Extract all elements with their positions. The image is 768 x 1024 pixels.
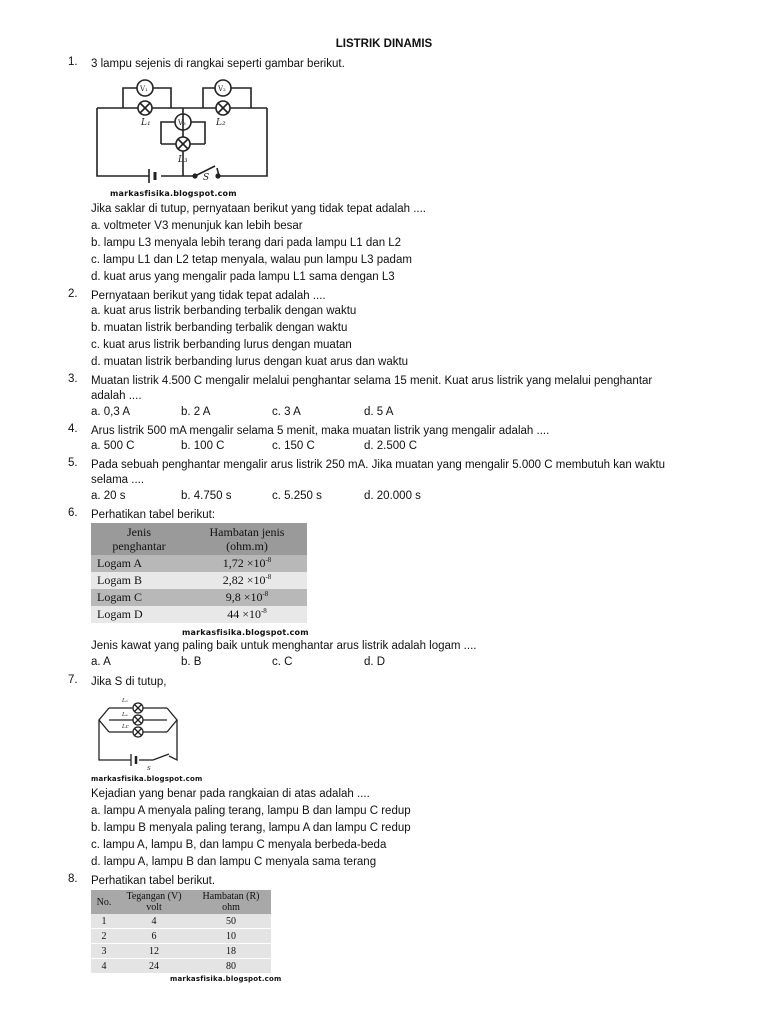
resistivity-value bbox=[187, 606, 307, 623]
question-text: Jenis kawat yang paling baik untuk menghantar arus listrik adalah logam .... bbox=[91, 640, 477, 652]
header-text: (ohm.m) bbox=[226, 539, 268, 553]
header-text: Jenis bbox=[127, 525, 151, 539]
option-d: d. lampu A, lampu B dan lampu C menyala sama terang bbox=[91, 856, 377, 868]
switch-label: S bbox=[147, 766, 151, 772]
question-text: Jika S di tutup, bbox=[91, 676, 167, 688]
value-exponent: -8 bbox=[262, 590, 269, 598]
resistivity-value bbox=[187, 555, 307, 572]
option-a: a. kuat arus listrik berbanding terbalik dengan waktu bbox=[91, 305, 357, 317]
page-title: LISTRIK DINAMIS bbox=[335, 38, 433, 50]
l2-label: L₂ bbox=[216, 118, 226, 128]
table-row bbox=[91, 929, 271, 944]
l3-label: L₃ bbox=[178, 155, 188, 165]
header-text: ohm bbox=[222, 902, 240, 913]
row-resistance: 80 bbox=[226, 960, 236, 972]
option-a: a. 0,3 A bbox=[91, 406, 131, 418]
question-text: Perhatikan tabel berikut: bbox=[91, 509, 216, 521]
question-number: 8. bbox=[68, 873, 78, 885]
option-d: d. D bbox=[364, 656, 386, 668]
value-mantissa: 1,72 ×10 bbox=[222, 556, 266, 570]
row-no: 4 bbox=[101, 960, 107, 972]
table-header-voltage bbox=[117, 890, 191, 914]
option-a: a. 500 C bbox=[91, 440, 135, 452]
value-exponent: -8 bbox=[260, 607, 267, 615]
lb-label: Lₑ bbox=[122, 712, 128, 718]
option-b: b. B bbox=[181, 656, 202, 668]
la-label: Lₐ bbox=[122, 698, 128, 704]
value-exponent: -8 bbox=[265, 556, 272, 564]
lc-label: Lc bbox=[122, 724, 129, 730]
table-row bbox=[91, 555, 307, 572]
value-mantissa: 2,82 ×10 bbox=[222, 573, 266, 587]
value-exponent: -8 bbox=[265, 573, 272, 581]
v1-label: V₁ bbox=[140, 85, 148, 93]
question-text: Arus listrik 500 mA mengalir selama 5 menit, maka muatan listrik yang mengalir adalah .... bbox=[91, 425, 550, 437]
question-text: Perhatikan tabel berikut. bbox=[91, 875, 216, 887]
options-row bbox=[91, 490, 491, 506]
material-name: Logam B bbox=[97, 573, 142, 587]
table-row bbox=[91, 944, 271, 959]
question-number: 4. bbox=[68, 423, 78, 435]
row-resistance: 50 bbox=[226, 915, 236, 927]
table-header-resistance bbox=[191, 890, 271, 914]
row-no: 2 bbox=[101, 930, 107, 942]
table-row bbox=[91, 606, 307, 623]
question-number: 7. bbox=[68, 674, 78, 686]
row-no: 1 bbox=[101, 915, 107, 927]
material-name: Logam C bbox=[97, 590, 142, 604]
question-text: Muatan listrik 4.500 C mengalir melalui penghantar selama 15 menit. Kuat arus listrik yang melalui penghantar bbox=[91, 375, 653, 387]
table-row bbox=[91, 589, 307, 606]
question-number: 5. bbox=[68, 457, 78, 469]
row-voltage: 6 bbox=[151, 930, 157, 942]
option-b: b. 4.750 s bbox=[181, 490, 232, 502]
question-text: Jika saklar di tutup, pernyataan berikut yang tidak tepat adalah .... bbox=[91, 203, 426, 215]
resistivity-table bbox=[91, 523, 307, 623]
value-mantissa: 44 ×10 bbox=[227, 607, 261, 621]
row-resistance: 18 bbox=[226, 945, 236, 957]
voltage-resistance-table bbox=[91, 890, 271, 973]
watermark: markasfisika.blogspot.com bbox=[170, 975, 282, 983]
option-b: b. 2 A bbox=[181, 406, 211, 418]
row-resistance: 10 bbox=[226, 930, 236, 942]
row-voltage: 12 bbox=[149, 945, 159, 957]
header-text: Tegangan (V) bbox=[126, 891, 182, 902]
option-d: d. 2.500 C bbox=[364, 440, 418, 452]
option-c: c. C bbox=[272, 656, 293, 668]
table-header-no: No. bbox=[96, 896, 112, 908]
watermark: markasfisika.blogspot.com bbox=[91, 775, 203, 783]
question-number: 6. bbox=[68, 507, 78, 519]
option-b: b. lampu B menyala paling terang, lampu A dan lampu C redup bbox=[91, 822, 411, 834]
option-c: c. 5.250 s bbox=[272, 490, 322, 502]
v3-label: V₃ bbox=[178, 119, 186, 127]
question-text-continued: adalah .... bbox=[91, 390, 142, 402]
option-a: a. 20 s bbox=[91, 490, 126, 502]
row-voltage: 24 bbox=[149, 960, 159, 972]
table-header-material bbox=[91, 523, 187, 555]
l1-label: L₁ bbox=[141, 118, 151, 128]
option-a: a. voltmeter V3 menunjuk kan lebih besar bbox=[91, 220, 303, 232]
option-b: b. 100 C bbox=[181, 440, 225, 452]
option-c: c. 150 C bbox=[272, 440, 315, 452]
options-row bbox=[91, 440, 491, 456]
watermark: markasfisika.blogspot.com bbox=[182, 628, 309, 637]
table-row bbox=[91, 914, 271, 929]
question-text: Pernyataan berikut yang tidak tepat adalah .... bbox=[91, 290, 326, 302]
option-a: a. A bbox=[91, 656, 111, 668]
question-text: Pada sebuah penghantar mengalir arus listrik 250 mA. Jika muatan yang mengalir 5.000 C membutuh kan waktu bbox=[91, 459, 666, 471]
option-c: c. 3 A bbox=[272, 406, 301, 418]
material-name: Logam D bbox=[97, 607, 143, 621]
option-d: d. 20.000 s bbox=[364, 490, 421, 502]
option-b: b. muatan listrik berbanding terbalik dengan waktu bbox=[91, 322, 348, 334]
question-text-continued: selama .... bbox=[91, 474, 145, 486]
header-text: volt bbox=[146, 902, 162, 913]
material-name: Logam A bbox=[97, 556, 142, 570]
question-number: 2. bbox=[68, 288, 78, 300]
watermark: markasfisika.blogspot.com bbox=[110, 189, 237, 198]
table-header-resistivity bbox=[187, 523, 307, 555]
header-text: penghantar bbox=[112, 539, 166, 553]
row-voltage: 4 bbox=[151, 915, 157, 927]
table-row bbox=[91, 959, 271, 974]
option-c: c. lampu L1 dan L2 tetap menyala, walau pun lampu L3 padam bbox=[91, 254, 412, 266]
question-number: 1. bbox=[68, 56, 78, 68]
options-row bbox=[91, 656, 491, 672]
circuit-diagram-7 bbox=[95, 694, 185, 774]
option-c: c. lampu A, lampu B, dan lampu C menyala berbeda-beda bbox=[91, 839, 387, 851]
option-d: d. 5 A bbox=[364, 406, 394, 418]
resistivity-value bbox=[187, 589, 307, 606]
row-no: 3 bbox=[101, 945, 107, 957]
option-d: d. muatan listrik berbanding lurus dengan kuat arus dan waktu bbox=[91, 356, 409, 368]
option-b: b. lampu L3 menyala lebih terang dari pada lampu L1 dan L2 bbox=[91, 237, 402, 249]
options-row bbox=[91, 406, 491, 422]
header-text: Hambatan jenis bbox=[209, 525, 285, 539]
option-c: c. kuat arus listrik berbanding lurus dengan muatan bbox=[91, 339, 352, 351]
circuit-diagram-1 bbox=[95, 76, 275, 186]
switch-label: S bbox=[203, 173, 210, 183]
table-row bbox=[91, 572, 307, 589]
option-a: a. lampu A menyala paling terang, lampu B dan lampu C redup bbox=[91, 805, 411, 817]
question-text: 3 lampu sejenis di rangkai seperti gambar berikut. bbox=[91, 58, 345, 70]
question-number: 3. bbox=[68, 373, 78, 385]
value-mantissa: 9,8 ×10 bbox=[225, 590, 263, 604]
question-text: Kejadian yang benar pada rangkaian di atas adalah .... bbox=[91, 788, 370, 800]
header-text: Hambatan (R) bbox=[202, 891, 260, 902]
resistivity-value bbox=[187, 572, 307, 589]
option-d: d. kuat arus yang mengalir pada lampu L1 sama dengan L3 bbox=[91, 271, 395, 283]
v2-label: V₂ bbox=[218, 85, 226, 93]
